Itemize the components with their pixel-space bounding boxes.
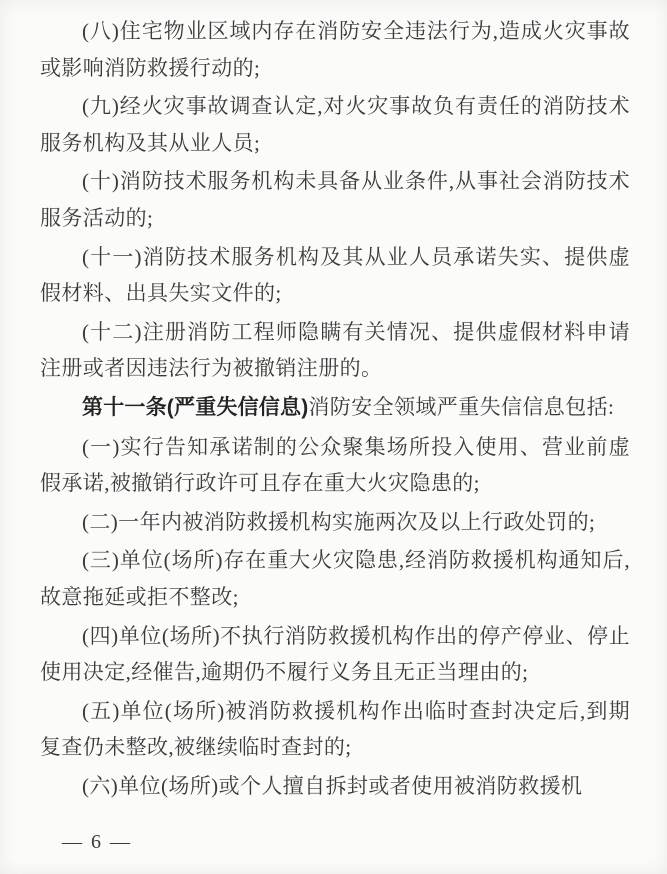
clause-paragraph: (五)单位(场所)被消防救援机构作出临时查封决定后,到期复查仍未整改,被继续临时查封的;	[40, 698, 630, 760]
article-heading: 第十一条(严重失信信息)	[82, 395, 309, 419]
clause-paragraph: (二)一年内被消防救援机构实施两次及以上行政处罚的;	[82, 509, 596, 534]
clause-paragraph: (十)消防技术服务机构未具备从业条件,从事社会消防技术服务活动的;	[40, 169, 630, 230]
article-paragraph: 第十一条(严重失信信息)消防安全领域严重失信信息包括:	[82, 394, 615, 419]
clause-paragraph: (六)单位(场所)或个人擅自拆封或者使用被消防救援机	[82, 773, 583, 798]
clause-paragraph: (九)经火灾事故调查认定,对火灾事故负有责任的消防技术服务机构及其从业人员;	[40, 94, 630, 155]
clause-paragraph: (一)实行告知承诺制的公众聚集场所投入使用、营业前虚假承诺,被撤销行政许可且存在重大火灾隐患的;	[40, 434, 630, 496]
clause-paragraph: (八)住宅物业区域内存在消防安全违法行为,造成火灾事故或影响消防救援行动的;	[40, 19, 630, 80]
clause-paragraph: (十一)消防技术服务机构及其从业人员承诺失实、提供虚假材料、出具失实文件的;	[40, 244, 630, 306]
clause-paragraph: (四)单位(场所)不执行消防救援机构作出的停产停业、停止使用决定,经催告,逾期仍不履行义务且无正当理由的;	[40, 623, 630, 685]
page-number: — 6 —	[62, 831, 132, 853]
clause-paragraph: (十二)注册消防工程师隐瞒有关情况、提供虚假材料申请注册或者因违法行为被撤销注册的。	[40, 319, 630, 381]
document-body	[40, 13, 630, 806]
clause-paragraph: (三)单位(场所)存在重大火灾隐患,经消防救援机构通知后,故意拖延或拒不整改;	[40, 548, 630, 609]
